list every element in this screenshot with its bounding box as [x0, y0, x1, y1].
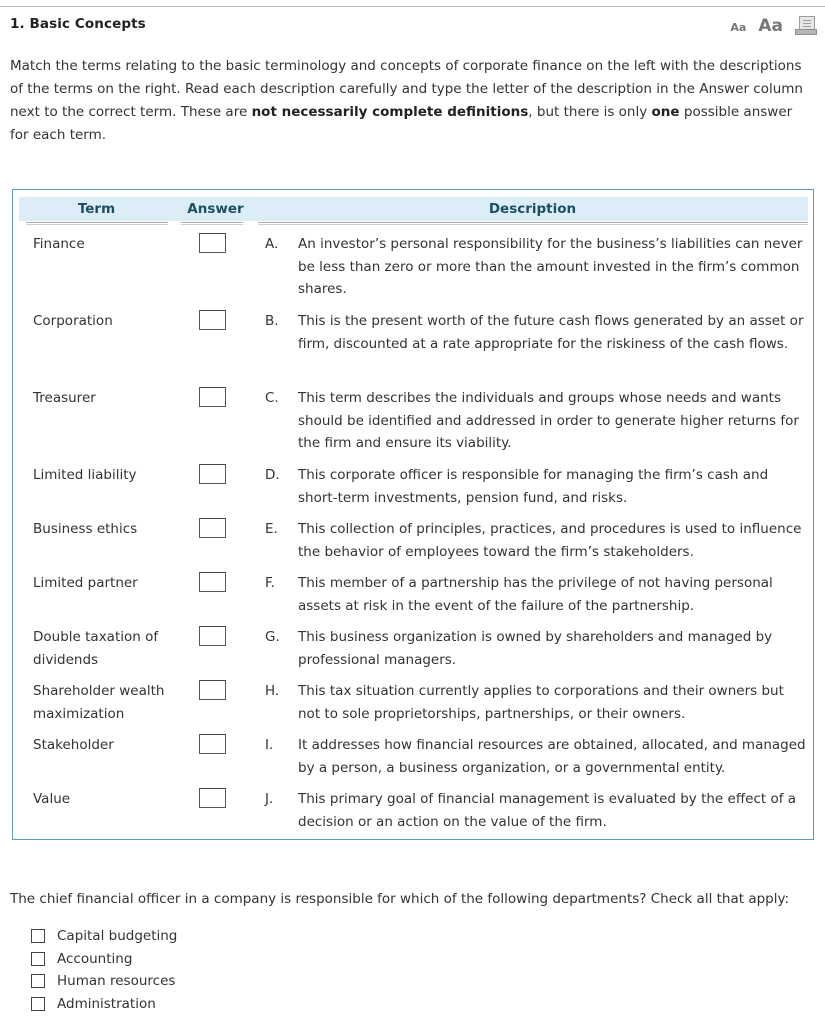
description-text: This business organization is owned by shareholders and managed by professional managers. — [298, 629, 773, 668]
description-letter: D. — [265, 467, 280, 483]
option-accounting[interactable] — [31, 948, 177, 971]
description-text: This primary goal of financial management is evaluated by the effect of a decision or an action on the value of the firm. — [298, 791, 797, 830]
answer-input-double-taxation[interactable] — [199, 626, 226, 646]
option-human-resources[interactable] — [31, 970, 177, 993]
description-letter: E. — [265, 521, 278, 537]
checkbox[interactable] — [31, 974, 45, 988]
description-letter: G. — [265, 629, 280, 645]
option-administration[interactable] — [31, 993, 177, 1016]
decrease-font-button[interactable]: Aa — [730, 21, 747, 34]
matching-table — [12, 189, 814, 840]
description-text: This collection of principles, practices, and procedures is used to influence the behavior of employees toward the firm’s stakeholders. — [298, 521, 802, 560]
description-text: This corporate officer is responsible for managing the firm’s cash and short-term investments, pension fund, and risks. — [298, 467, 769, 506]
question-header — [10, 16, 817, 38]
term-label: Limited liability — [33, 467, 137, 483]
term-label: Corporation — [33, 313, 113, 329]
header-rule — [258, 222, 808, 225]
term-label: Treasurer — [33, 390, 96, 406]
description-text: This member of a partnership has the privilege of not having personal assets at risk in the event of the failure of the partnership. — [298, 575, 773, 614]
answer-input-corporation[interactable] — [199, 310, 226, 330]
column-header-description: Description — [257, 197, 808, 221]
answer-input-limited-partner[interactable] — [199, 572, 226, 592]
description-letter: J. — [265, 791, 274, 807]
instructions-emphasis: one — [651, 104, 680, 120]
column-header-term: Term — [19, 197, 174, 221]
checkbox[interactable] — [31, 952, 45, 966]
term-label: Finance — [33, 236, 85, 252]
question-title: 1. Basic Concepts — [10, 16, 146, 32]
instructions-text: possible answer for each term. — [10, 104, 793, 143]
description-letter: I. — [265, 737, 274, 753]
column-header-answer: Answer — [174, 197, 257, 221]
header-rule — [26, 222, 168, 225]
instructions — [10, 55, 815, 147]
option-label: Accounting — [57, 950, 133, 967]
increase-font-button[interactable]: Aa — [758, 16, 783, 36]
checkbox[interactable] — [31, 929, 45, 943]
instructions-text: Match the terms relating to the basic terminology and concepts of corporate finance on the left with the descriptions of the terms on the right. Read each description carefully and type the letter of the description in the Answer column next to the correct term. These are — [10, 58, 803, 120]
option-label: Administration — [57, 995, 156, 1012]
description-letter: A. — [265, 236, 279, 252]
description-letter: B. — [265, 313, 279, 329]
checkbox[interactable] — [31, 997, 45, 1011]
option-capital-budgeting[interactable] — [31, 925, 177, 948]
print-icon[interactable] — [795, 16, 817, 36]
description-text: An investor’s personal responsibility for the business’s liabilities can never be less than zero or more than the amount invested in the firm’s common shares. — [298, 236, 803, 297]
description-text: This tax situation currently applies to corporations and their owners but not to sole proprietorships, partnerships, or their owners. — [298, 683, 784, 722]
term-label: Value — [33, 791, 71, 807]
instructions-text: , but there is only — [528, 104, 652, 120]
answer-input-business-ethics[interactable] — [199, 518, 226, 538]
answer-input-stakeholder[interactable] — [199, 734, 226, 754]
description-text: This is the present worth of the future cash flows generated by an asset or firm, discounted at a rate appropriate for the riskiness of the cash flows. — [298, 313, 804, 352]
header-rule — [181, 222, 243, 225]
answer-input-value[interactable] — [199, 788, 226, 808]
description-letter: C. — [265, 390, 279, 406]
cfo-options — [31, 925, 177, 1015]
description-letter: F. — [265, 575, 275, 591]
description-text: It addresses how financial resources are obtained, allocated, and managed by a person, a business organization, or a governmental entity. — [298, 737, 806, 776]
top-divider — [0, 6, 825, 7]
term-label: Business ethics — [33, 521, 138, 537]
cfo-question-prompt: The chief financial officer in a company is responsible for which of the following departments? Check all that apply: — [10, 891, 790, 907]
term-label: Stakeholder — [33, 737, 114, 753]
toolbar — [730, 16, 817, 36]
description-text: This term describes the individuals and groups whose needs and wants should be identified and addressed in order to generate higher returns for the firm and ensure its viability. — [298, 390, 799, 451]
option-label: Capital budgeting — [57, 928, 178, 945]
answer-input-shareholder-wealth[interactable] — [199, 680, 226, 700]
description-letter: H. — [265, 683, 280, 699]
term-label: Shareholder wealth maximization — [33, 683, 165, 722]
answer-input-finance[interactable] — [199, 233, 226, 253]
instructions-emphasis: not necessarily complete definitions — [251, 104, 529, 120]
option-label: Human resources — [57, 973, 176, 990]
answer-input-limited-liability[interactable] — [199, 464, 226, 484]
term-label: Double taxation of dividends — [33, 629, 159, 668]
answer-input-treasurer[interactable] — [199, 387, 226, 407]
term-label: Limited partner — [33, 575, 138, 591]
